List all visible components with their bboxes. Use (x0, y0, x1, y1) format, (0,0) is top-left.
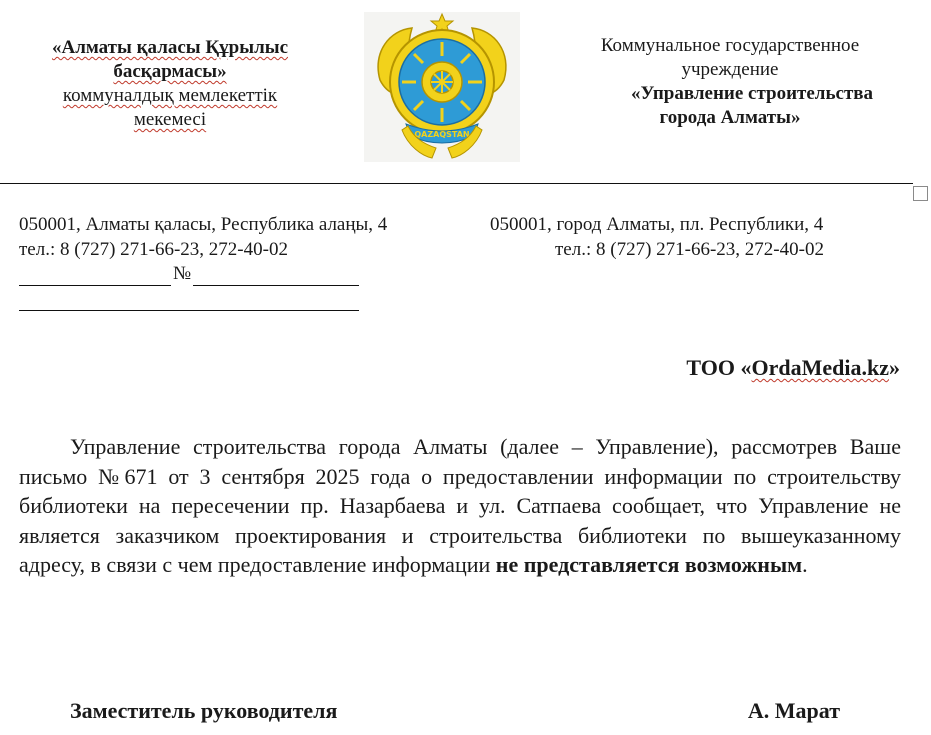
header-left-line3: коммуналдық мемлекеттік (62, 85, 278, 106)
letter-body-end: . (802, 552, 808, 577)
recipient-name: OrdaMedia.kz (751, 355, 889, 380)
registration-number-line (193, 285, 359, 286)
header-right-line1: Коммунальное государственное (600, 35, 860, 56)
signer-position: Заместитель руководителя (70, 698, 338, 723)
address-left-line1 (19, 212, 387, 237)
recipient-suffix: » (889, 355, 900, 380)
state-emblem-icon (362, 12, 522, 162)
header-right-line3: «Управление строительства (630, 83, 874, 104)
address-left-text: 050001, Алматы қаласы, Республика алаңы, 4 (19, 214, 388, 235)
header-right-russian (560, 34, 900, 130)
registration-number-sign: № (173, 263, 192, 284)
table-corner-handle[interactable] (913, 186, 928, 201)
address-right-phone: тел.: 8 (727) 271-66-23, 272-40-02 (555, 239, 824, 260)
header-divider (0, 183, 913, 184)
recipient (686, 354, 900, 382)
header-right-line2: учреждение (681, 59, 779, 80)
address-right-line1: 050001, город Алматы, пл. Республики, 4 (490, 214, 824, 235)
header-left-kazakh (0, 36, 340, 132)
header-left-line1: «Алматы қаласы Құрылыс (51, 37, 288, 58)
recipient-prefix: ТОО « (686, 355, 752, 380)
letter-body-emphasis: не представляется возможным (495, 552, 803, 577)
header-right-line4: города Алматы» (659, 107, 801, 128)
signer-name: А. Марат (747, 698, 840, 723)
letter-body (19, 432, 901, 580)
address-left-phone: тел.: 8 (727) 271-66-23, 272-40-02 (19, 239, 288, 260)
registration-extra-line (19, 310, 359, 311)
header-left-line2: басқармасы» (113, 61, 227, 82)
emblem-banner-text: QAZAQSTAN (414, 130, 470, 139)
letter-body-text: Управление строительства города Алматы (далее – Управление), рассмотрев Ваше письмо №671 от 3 сентября 2025 года о предоставлении информации по строительству библиотеки на пересечении пр. Назарбаева и ул. Сатпаева сообщает, что Управление не является заказчиком проектирования и строительства библиотеки по вышеуказанному адресу, в связи с чем предоставление информации (19, 434, 901, 577)
header-left-line4: мекемесі (133, 109, 207, 130)
registration-date-line (19, 285, 171, 286)
